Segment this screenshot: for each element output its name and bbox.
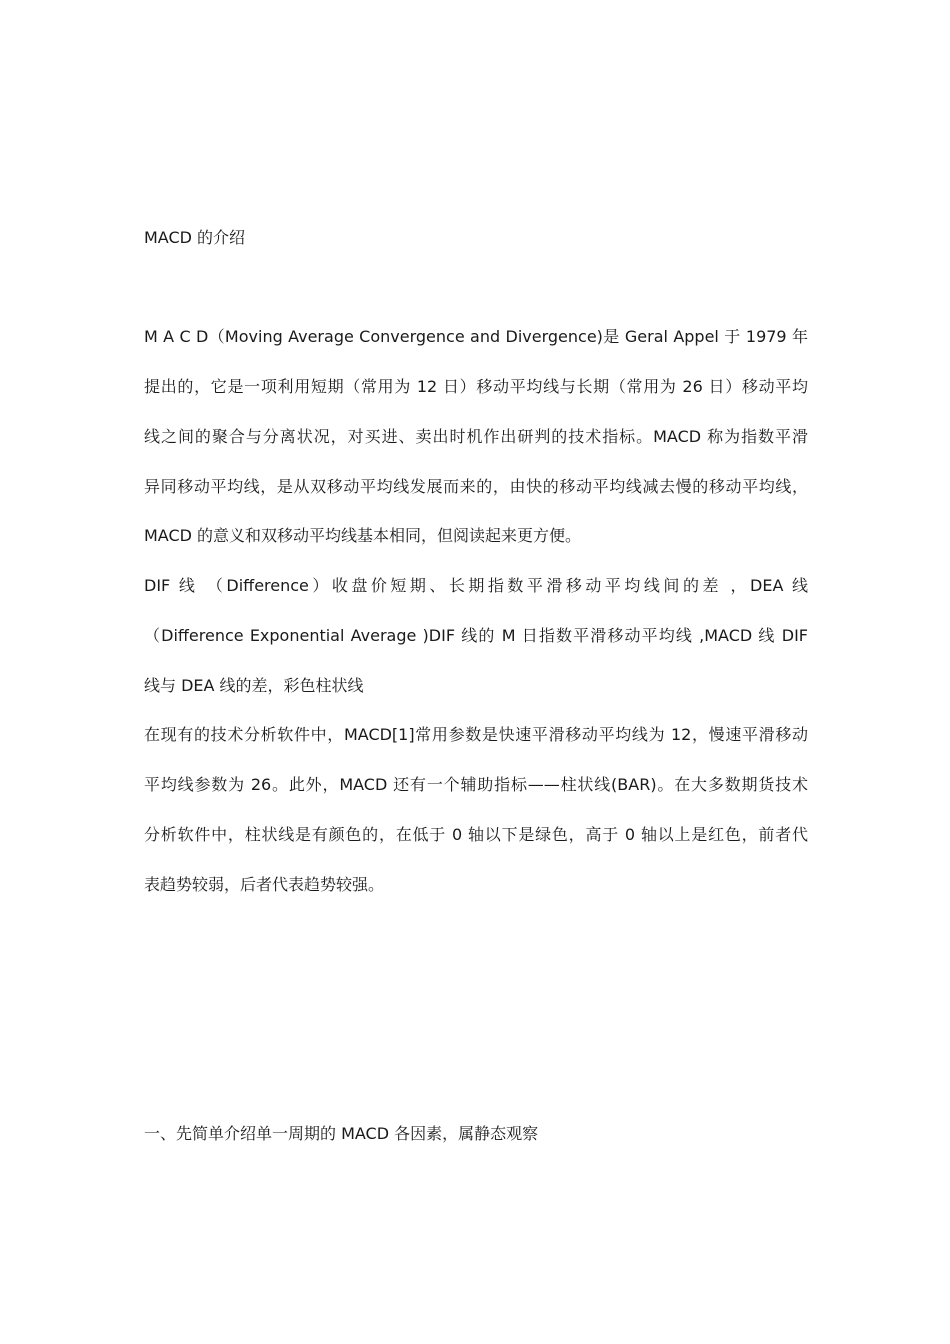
document-title: MACD 的介绍 xyxy=(144,228,246,247)
paragraph-line: DIF 线 （Difference）收盘价短期、长期指数平滑移动平均线间的差 ，DEA 线 xyxy=(144,576,808,595)
paragraph-line: 分析软件中，柱状线是有颜色的，在低于 0 轴以下是绿色，高于 0 轴以上是红色，前者代 xyxy=(144,825,808,844)
paragraph-line: 提出的，它是一项利用短期（常用为 12 日）移动平均线与长期（常用为 26 日）移动平均 xyxy=(144,377,808,396)
paragraph-line: 平均线参数为 26。此外，MACD 还有一个辅助指标——柱状线(BAR)。在大多数期货技术 xyxy=(144,775,808,794)
paragraph-line: MACD 的意义和双移动平均线基本相同，但阅读起来更方便。 xyxy=(144,526,582,545)
paragraph-line: 线之间的聚合与分离状况，对买进、卖出时机作出研判的技术指标。MACD 称为指数平滑 xyxy=(144,427,808,446)
paragraph-line: M A C D（Moving Average Convergence and Divergence)是 Geral Appel 于 1979 年 xyxy=(144,327,808,346)
paragraph-line: 异同移动平均线，是从双移动平均线发展而来的，由快的移动平均线减去慢的移动平均线， xyxy=(144,477,808,496)
paragraph-line: 在现有的技术分析软件中，MACD[1]常用参数是快速平滑移动平均线为 12，慢速平滑移动 xyxy=(144,725,808,744)
paragraph-line: 线与 DEA 线的差，彩色柱状线 xyxy=(144,676,364,695)
section-heading: 一、先简单介绍单一周期的 MACD 各因素，属静态观察 xyxy=(144,1124,539,1143)
paragraph-line: 表趋势较弱，后者代表趋势较强。 xyxy=(144,875,385,894)
paragraph-line: （Difference Exponential Average )DIF 线的 M 日指数平滑移动平均线 ,MACD 线 DIF xyxy=(144,626,808,645)
